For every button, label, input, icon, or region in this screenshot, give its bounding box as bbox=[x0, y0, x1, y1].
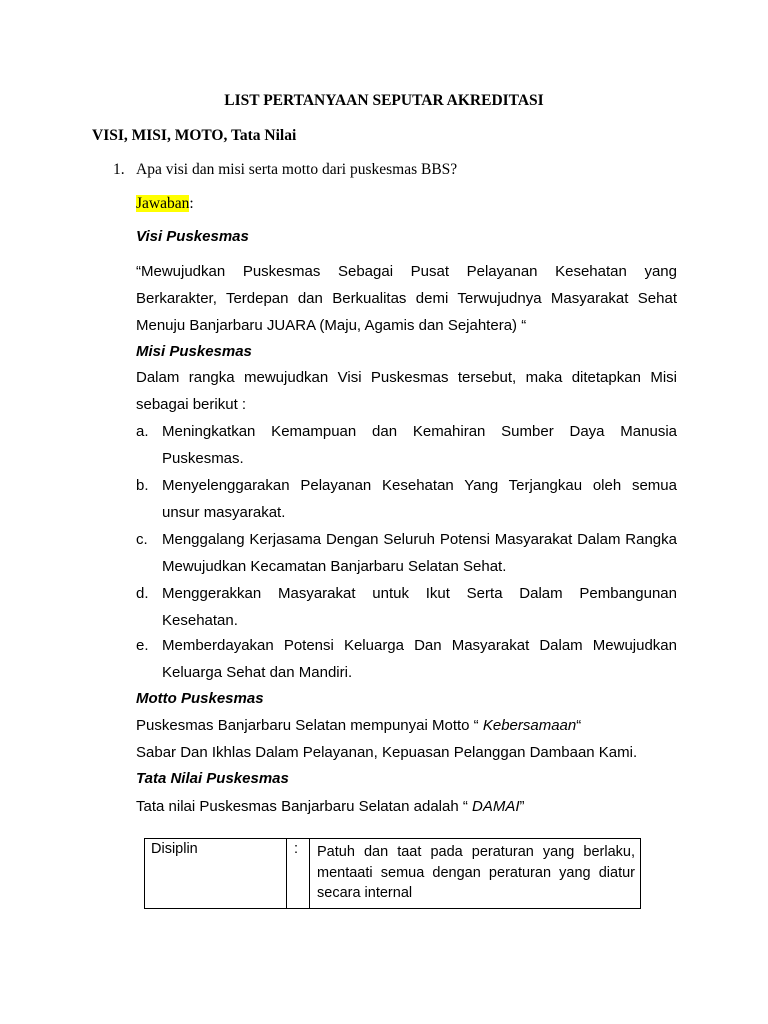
motto-heading: Motto Puskesmas bbox=[136, 690, 264, 707]
motto-suffix: “ bbox=[576, 717, 582, 734]
motto-line-2: Sabar Dan Ikhlas Dalam Pelayanan, Kepuasan Pelanggan Dambaan Kami. bbox=[136, 744, 638, 761]
visi-line-2: Berkarakter, Terdepan dan Berkualitas demi Terwujudnya Masyarakat Sehat bbox=[136, 290, 677, 307]
question-number: 1. bbox=[113, 161, 125, 178]
misi-item-line: Puskesmas. bbox=[162, 450, 244, 467]
misi-item-letter: d. bbox=[136, 585, 149, 602]
misi-item-line: Menyelenggarakan Pelayanan Kesehatan Yang Terjangkau oleh semua bbox=[162, 477, 677, 494]
answer-label-highlight: Jawaban bbox=[136, 195, 190, 212]
table-desc-line: Patuh dan taat pada peraturan yang berlaku, bbox=[317, 844, 635, 860]
misi-item-line: Mewujudkan Kecamatan Banjarbaru Selatan Sehat. bbox=[162, 558, 507, 575]
misi-item-line: Memberdayakan Potensi Keluarga Dan Masyarakat Dalam Mewujudkan bbox=[162, 637, 677, 654]
table-cell-desc bbox=[317, 842, 635, 904]
misi-item-line: Meningkatkan Kemampuan dan Kemahiran Sumber Daya Manusia bbox=[162, 423, 677, 440]
misi-item-line: Kesehatan. bbox=[162, 612, 238, 629]
tata-nilai-heading: Tata Nilai Puskesmas bbox=[136, 770, 289, 787]
misi-item-line: Menggalang Kerjasama Dengan Seluruh Potensi Masyarakat Dalam Rangka bbox=[162, 531, 677, 548]
visi-heading: Visi Puskesmas bbox=[136, 228, 249, 245]
tata-nilai-line bbox=[136, 793, 525, 820]
table-desc-line: mentaati semua dengan peraturan yang diatur bbox=[317, 864, 635, 881]
answer-colon: : bbox=[189, 195, 194, 212]
misi-intro-line-1: Dalam rangka mewujudkan Visi Puskesmas tersebut, maka ditetapkan Misi bbox=[136, 369, 677, 386]
misi-item-letter: b. bbox=[136, 477, 149, 494]
misi-intro-line-2: sebagai berikut : bbox=[136, 396, 247, 413]
misi-item-letter: a. bbox=[136, 423, 149, 440]
tata-nilai-suffix: ” bbox=[519, 798, 525, 815]
tata-nilai-prefix: Tata nilai Puskesmas Banjarbaru Selatan adalah “ bbox=[136, 798, 473, 815]
question-text: Apa visi dan misi serta motto dari puskesmas BBS? bbox=[136, 161, 458, 178]
document-title: LIST PERTANYAAN SEPUTAR AKREDITASI bbox=[224, 92, 544, 109]
table-cell-sep bbox=[287, 839, 310, 908]
answer-label bbox=[136, 195, 194, 213]
misi-item-line: unsur masyarakat. bbox=[162, 504, 286, 521]
visi-line-1: “Mewujudkan Puskesmas Sebagai Pusat Pelayanan Kesehatan yang bbox=[136, 263, 677, 280]
visi-line-3: Menuju Banjarbaru JUARA (Maju, Agamis dan Sejahtera) “ bbox=[136, 317, 527, 334]
table-sep: : bbox=[294, 841, 299, 857]
motto-prefix: Puskesmas Banjarbaru Selatan mempunyai Motto “ bbox=[136, 717, 483, 734]
motto-line-1 bbox=[136, 712, 581, 739]
tata-nilai-table bbox=[144, 838, 641, 909]
misi-item-line: Menggerakkan Masyarakat untuk Ikut Serta Dalam Pembangunan bbox=[162, 585, 677, 602]
table-desc-line: secara internal bbox=[317, 885, 413, 901]
misi-heading: Misi Puskesmas bbox=[136, 343, 252, 360]
tata-nilai-keyword: DAMAI bbox=[472, 798, 520, 815]
motto-keyword: Kebersamaan bbox=[482, 717, 577, 734]
table-term: Disiplin bbox=[151, 841, 198, 857]
misi-item-line: Keluarga Sehat dan Mandiri. bbox=[162, 664, 353, 681]
misi-item-letter: c. bbox=[136, 531, 148, 548]
section-heading: VISI, MISI, MOTO, Tata Nilai bbox=[92, 127, 297, 144]
misi-item-letter: e. bbox=[136, 637, 149, 654]
table-cell-term bbox=[145, 839, 287, 908]
